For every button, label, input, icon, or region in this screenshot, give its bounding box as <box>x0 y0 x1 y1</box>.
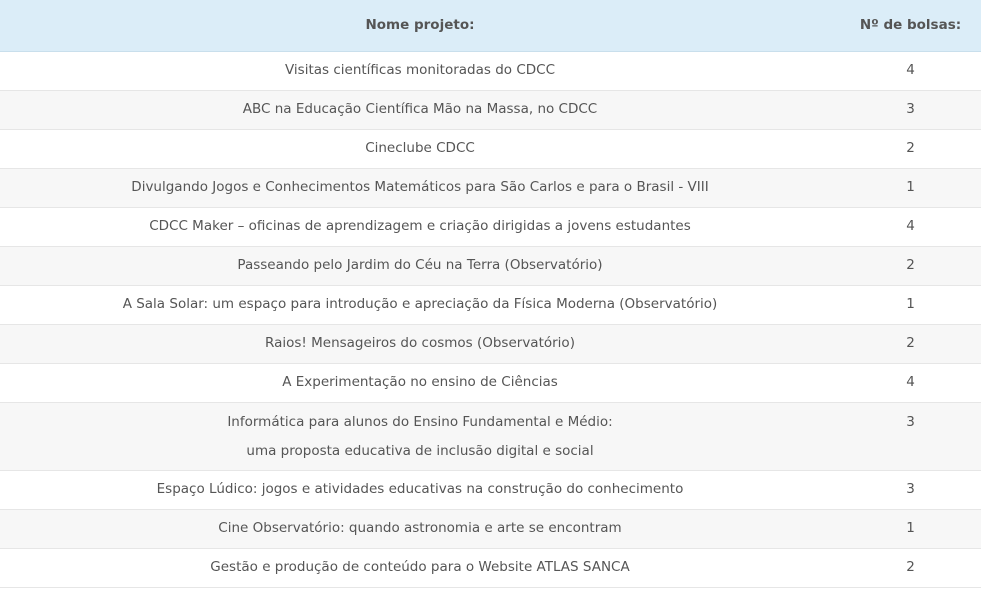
scholarship-count-cell: 2 <box>906 257 915 273</box>
scholarship-count-cell: 4 <box>906 218 915 234</box>
project-name-cell: Espaço Lúdico: jogos e atividades educativas na construção do conhecimento <box>156 481 684 497</box>
table-row <box>0 470 981 509</box>
scholarship-count-cell: 4 <box>906 374 915 390</box>
scholarship-count-cell: 3 <box>906 481 915 497</box>
project-name-cell: Raios! Mensageiros do cosmos (Observatório) <box>265 335 575 351</box>
table-row <box>0 168 981 207</box>
scholarship-count-cell: 1 <box>906 179 915 195</box>
project-name-cell: Gestão e produção de conteúdo para o Website ATLAS SANCA <box>210 559 630 575</box>
table-row <box>0 548 981 587</box>
project-name-cell: Cine Observatório: quando astronomia e arte se encontram <box>218 520 622 536</box>
table-row <box>0 129 981 168</box>
table-row <box>0 246 981 285</box>
project-name-cell: A Sala Solar: um espaço para introdução e apreciação da Física Moderna (Observatório) <box>122 296 718 312</box>
table-row <box>0 402 981 470</box>
table-body <box>0 51 981 587</box>
project-name-line-1: Informática para alunos do Ensino Fundamental e Médio: <box>227 413 613 430</box>
scholarship-count-cell: 2 <box>906 140 915 156</box>
project-name-cell: Visitas científicas monitoradas do CDCC <box>284 62 556 78</box>
table-row <box>0 90 981 129</box>
project-name-cell <box>0 402 840 470</box>
scholarship-count-cell: 3 <box>906 413 915 430</box>
project-name-cell: Divulgando Jogos e Conhecimentos Matemáticos para São Carlos e para o Brasil - VIII <box>131 179 709 195</box>
scholarship-count-cell: 2 <box>906 559 915 575</box>
table-row <box>0 285 981 324</box>
scholarship-count-cell: 2 <box>906 335 915 351</box>
table-row <box>0 207 981 246</box>
header-row <box>0 0 981 51</box>
project-name-cell: ABC na Educação Científica Mão na Massa, no CDCC <box>242 101 598 117</box>
scholarship-count-cell: 1 <box>906 520 915 536</box>
project-name-cell: Passeando pelo Jardim do Céu na Terra (Observatório) <box>237 257 603 273</box>
table-row <box>0 324 981 363</box>
scholarship-count-cell: 3 <box>906 101 915 117</box>
table-header <box>0 0 981 51</box>
scholarship-count-cell: 4 <box>906 62 915 78</box>
project-name-cell: Cineclube CDCC <box>365 140 475 156</box>
scholarship-count-cell: 1 <box>906 296 915 312</box>
project-name-cell: A Experimentação no ensino de Ciências <box>282 374 558 390</box>
project-name-line-2: uma proposta educativa de inclusão digital e social <box>246 442 594 459</box>
table-row <box>0 363 981 402</box>
project-name-cell: CDCC Maker – oficinas de aprendizagem e criação dirigidas a jovens estudantes <box>149 218 691 234</box>
table-row <box>0 509 981 548</box>
table-row <box>0 51 981 90</box>
column-header-scholarship-count: Nº de bolsas: <box>840 0 981 51</box>
column-header-project-name: Nome projeto: <box>0 0 840 51</box>
